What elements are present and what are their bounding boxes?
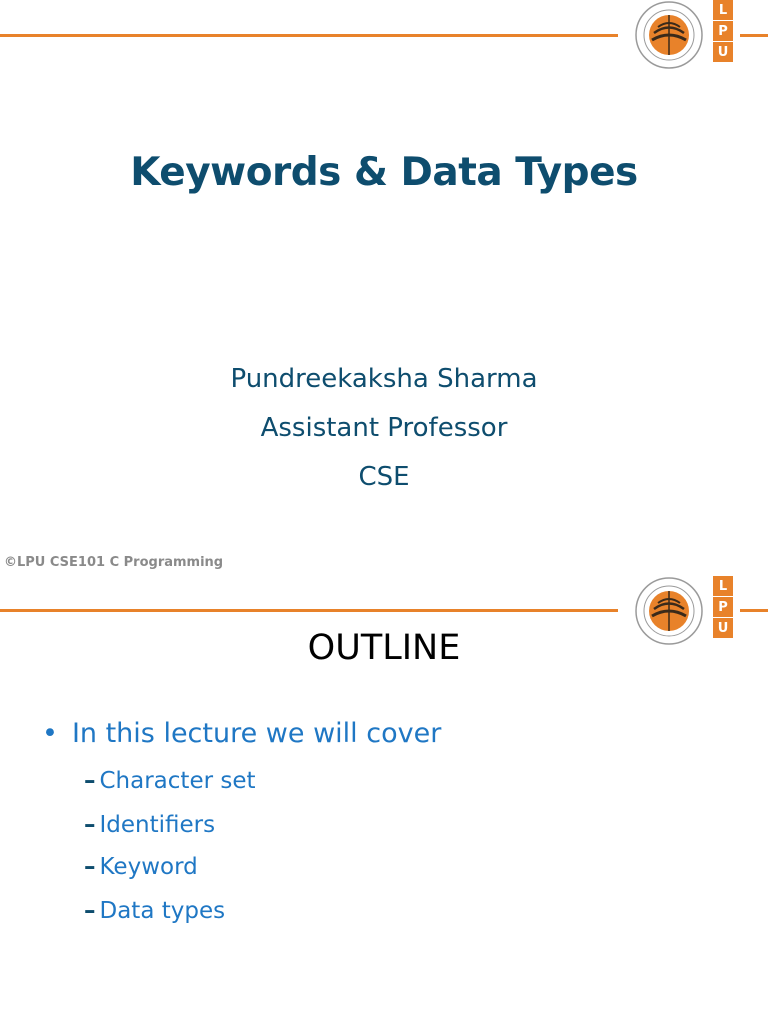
sub-bullet [84, 854, 198, 880]
logo-letter: U [713, 618, 733, 638]
university-seal-icon [634, 0, 704, 70]
dash-icon: – [84, 768, 96, 794]
header-rule-left [0, 34, 618, 37]
main-bullet-text: In this lecture we will cover [71, 718, 442, 749]
slide-title: Keywords & Data Types [130, 150, 638, 195]
outline-slide [0, 576, 768, 1024]
sub-bullet [84, 898, 225, 924]
sub-bullet-text: Keyword [99, 854, 198, 880]
logo-letter: L [713, 0, 733, 20]
author-dept: CSE [358, 462, 410, 492]
lpu-letter-logo [713, 0, 733, 63]
slide-title: OUTLINE [307, 628, 461, 668]
sub-bullet [84, 812, 215, 838]
copyright-footer: ©LPU CSE101 C Programming [4, 555, 224, 570]
logo-letter: P [713, 597, 733, 617]
dash-icon: – [84, 854, 96, 880]
sub-bullet-text: Data types [99, 898, 226, 924]
author-name: Pundreekaksha Sharma [230, 364, 538, 394]
logo-letter: U [713, 42, 733, 62]
dash-icon: – [84, 898, 96, 924]
sub-bullet [84, 768, 256, 794]
logo-letter: L [713, 576, 733, 596]
sub-bullet-text: Character set [99, 768, 256, 794]
dash-icon: – [84, 812, 96, 838]
bullet-dot-icon: • [42, 718, 58, 749]
sub-bullet-text: Identifiers [99, 812, 216, 838]
main-bullet [42, 718, 441, 749]
header-rule-right [740, 609, 768, 612]
header-rule-right [740, 34, 768, 37]
author-role: Assistant Professor [260, 413, 508, 443]
header-rule-left [0, 609, 618, 612]
logo-letter: P [713, 21, 733, 41]
